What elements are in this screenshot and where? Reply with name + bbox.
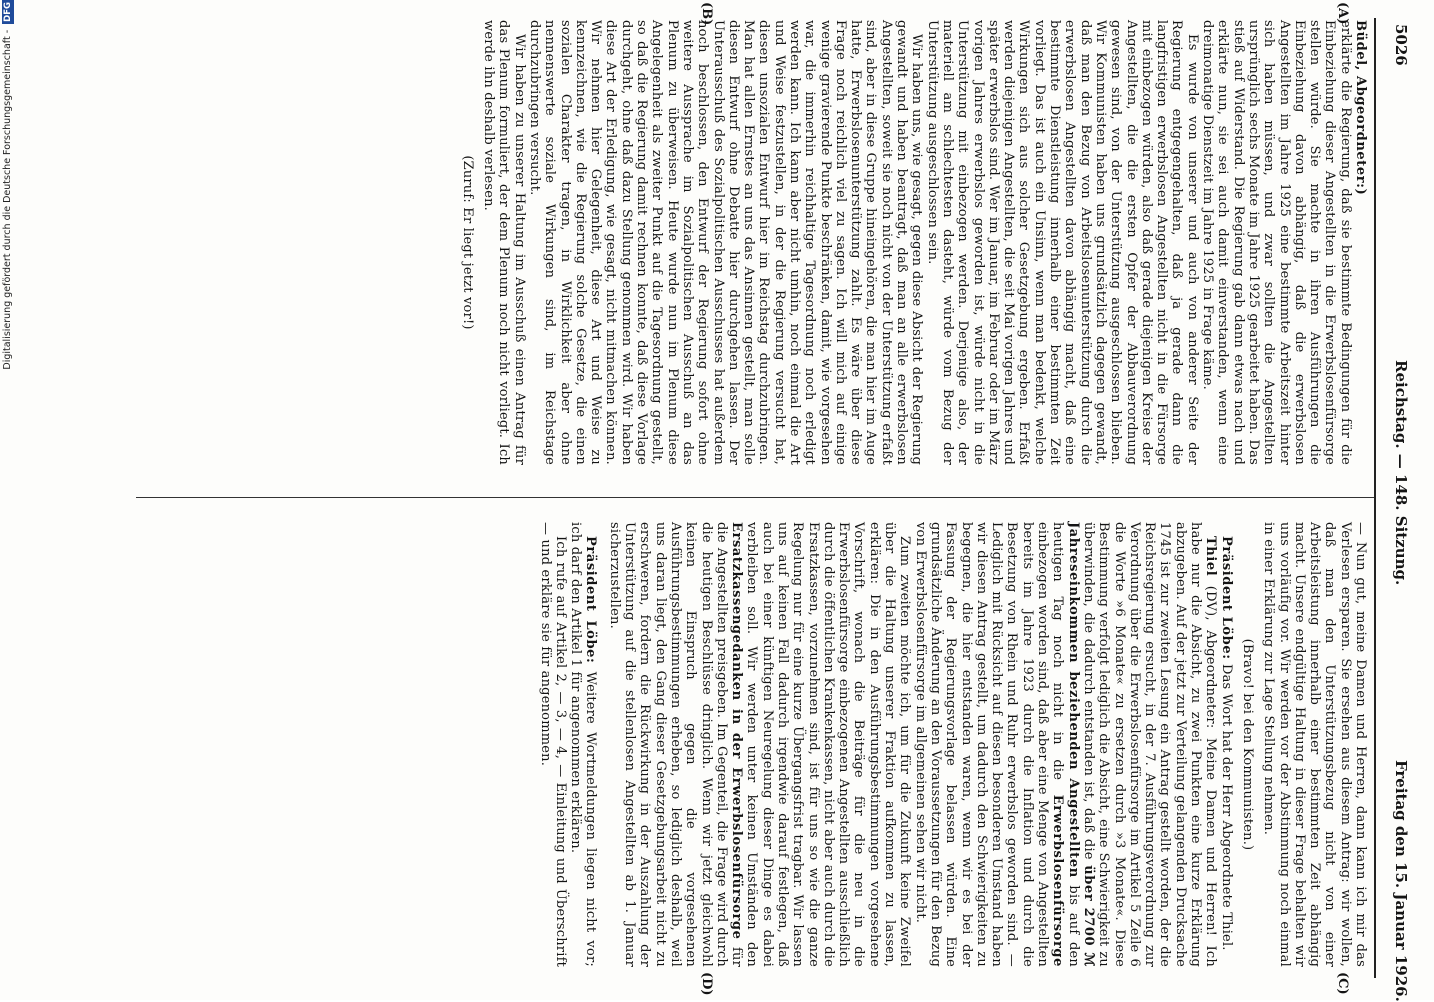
page-header bbox=[1374, 0, 1410, 1000]
margin-marker-c: (C) bbox=[1335, 972, 1350, 995]
president-remark bbox=[1218, 522, 1233, 967]
page-number: 5026 bbox=[1392, 24, 1410, 66]
speaker-name: Präsident Löbe: bbox=[1218, 536, 1234, 660]
applause-note: (Bravo! bei den Kommunisten.) bbox=[1239, 638, 1255, 851]
margin-marker-d: (D) bbox=[699, 972, 714, 996]
emphasis-text: Erwerbslosenfürsorge bbox=[1050, 794, 1066, 967]
column-divider bbox=[136, 497, 1374, 498]
speech-text: Zum zweiten möchte ich, um für die Zukunft keine Zweifel über die Haltung unserer Fraktion aufkommen zu lassen, erklären: Die in den Ausführungsbestimmungen vorgesehene Vorschrift, wonach die Beiträge für die neu in die Erwerbslosenfürsorge einbezogenen Angestellten ausschließlich durch die öffentlichen Krankenkassen, nicht aber auch durch die Ersatzkassen, vorzunehmen sind, ist für uns so wie die ganze Regelung nur für eine kurze Übergangsfrist tragbar. Wir lassen uns auf keinen Fall dadurch irgendwie darauf festlegen, daß auch bei einer künftigen Neuregelung dieser Dinge es dabei verbleiben soll. Wir werden unter keinen Umständen den bbox=[744, 522, 913, 967]
header-rule bbox=[1374, 18, 1376, 978]
paragraph: — Nun gut, meine Damen und Herren, dann kann ich mir das Verlesen ersparen. Sie ersehen aus diesem Antrag: wir wollen, daß man den Unterstützungsbezug nicht von einer Arbeitsleistung innerhalb einer bestimmten Zeit abhängig macht. Unsere endgültige Haltung in dieser Frage behalten wir uns vorläufig vor. Wir werden vor der Abstimmung noch einmal in einer Erklärung zur Lage Stellung nehmen. bbox=[1261, 522, 1368, 967]
remark-text: Das Wort hat der Herr Abgeordnete Thiel. bbox=[1218, 663, 1234, 951]
paragraph: erklärte die Regierung, daß sie bestimmte Bedingungen für die Einbeziehung dieser Angestellten in die Erwerbslosenfürsorge stellen würde. Sie machte in ihren Ausführungen die Einbeziehung davon abhängig, daß die erwerbslosen Angestellten im Jahre 1925 eine bestimmte Arbeitszeit hinter sich haben müssen, und zwar sollten die Angestellten ursprünglich sechs Monate im Jahre 1925 gearbeitet haben. Das stieß auf Widerstand. Die Regierung gab dann etwas nach und erklärte nun, sie sei auch damit einverstanden, wenn eine dreimonatige Dienstzeit im Jahre 1925 in Frage käme. bbox=[1200, 20, 1353, 465]
digitization-credit bbox=[0, 0, 22, 1000]
speaker-name: Thiel bbox=[1203, 536, 1219, 577]
remark-text: Weitere Wortmeldungen liegen nicht vor; ich darf den Artikel 1 für angenommen erklären. bbox=[568, 522, 599, 967]
speech-text: einbezogen worden sind, daß aber eine Menge von Angestellten bereits im Jahre 1923 durch die Inflation und durch die Besetzung von Rhein und Ruhr erwerbslos geworden sind. — Lediglich mit Rücksicht auf diesen besonderen Umstand haben wir diesen Antrag gestellt, um dadurch den Schwierigkeiten zu begegnen, die hier entstanden waren, wenn wir es bei der Fassung der Regierungsvorlage belassen würden. Eine grundsätzliche Änderung an den Voraussetzungen für den Bezug von Erwerbslosenfürsorge im allgemeinen sehen wir nicht. bbox=[912, 522, 1051, 967]
left-column bbox=[453, 20, 1368, 465]
president-remark bbox=[568, 522, 599, 967]
emphasis-text: über 2700 ℳ Jahreseinkommen beziehenden Angestellten bbox=[1065, 522, 1096, 967]
speaker-line: Büdel, Abgeordneter:) bbox=[1353, 20, 1368, 196]
paragraph: Es wurde von unserer und auch von anderer Seite der Regierung entgegengehalten, daß ja gerade dann die langfristigen erwerbslosen Angestellten nicht in die Fürsorge mit einbezogen würden, also daß gerade diejenigen Kreise der Angestellten, die die ersten Opfer der Abbauverordnung gewesen sind, von der Unterstützung ausgeschlossen blieben. Wir Kommunisten haben uns grundsätzlich dagegen gewandt, daß man den Bezug von Arbeitslosenunterstützung durch die erwerbslosen Angestellten davon abhängig macht, daß eine bestimmte Dienstleistung innerhalb einer bestimmten Zeit vorliegt. Das ist auch ein Unsinn, wenn man bedenkt, welche Wirkungen sich aus solcher Gesetzgebung ergeben. Erfaßt werden diejenigen Angestellten, die seit Mai vorigen Jahres und später erwerbslos sind. Wer im Januar, im Februar oder im März vorigen Jahres erwerbslos geworden ist, würde nicht in die Unterstützung mit einbezogen werden. Derjenige also, der materiell am schlechtesten dasteht, würde vom Bezug der Unterstützung ausgeschlossen sein. bbox=[924, 20, 1200, 465]
publication-title: Reichstag. — 148. Sitzung. bbox=[1392, 360, 1410, 586]
margin-marker-a: (A) bbox=[1335, 2, 1350, 25]
paragraph: Wir haben zu unserer Haltung im Ausschuß einen Antrag für das Plenum formuliert, der dem Plenum noch nicht vorliegt. Ich werde ihn deshalb verlesen. bbox=[481, 20, 527, 465]
dfg-logo: DFG bbox=[3, 2, 13, 22]
margin-marker-b: (B) bbox=[699, 2, 714, 26]
speaker-name: Präsident Löbe: bbox=[583, 536, 599, 664]
speech-paragraph bbox=[912, 522, 1218, 967]
right-column bbox=[537, 522, 1368, 967]
emphasis-text: Ersatzkassengedanken in der Erwerbslosenfürsorge bbox=[729, 522, 745, 940]
session-date: Freitag den 15. Januar 1926. bbox=[1392, 760, 1410, 1002]
speech-text: (DV), Abgeordneter: Meine Damen und Herren! Ich habe nur die Absicht, zu zwei Punkten eine kurze Erklärung abzugeben. Auf der jetzt zur Verteilung gelangenden Drucksache 1745 ist zur zweiten Lesung ein Antrag gestellt worden, der die Reichsregierung ersucht, in der 7. Ausführungsverordnung zur Verordnung über die Erwerbslosenfürsorge im Artikel 5 Zeile 6 die Worte »6 Monate« zu ersetzen durch »3 Monate«. Diese Bestimmung verfolgt lediglich die Absicht, eine Schwierigkeit zu überwinden, die dadurch entstanden ist, daß die bbox=[1080, 522, 1219, 967]
speech-paragraph bbox=[606, 522, 912, 967]
credit-text: Digitalisierung gefördert durch die Deutsche Forschungsgemeinschaft - bbox=[2, 29, 13, 370]
interjection: (Zuruf: Er liegt jetzt vor!) bbox=[459, 155, 475, 330]
speech-text: bis auf den heutigen Tag noch nicht in die bbox=[1050, 522, 1081, 967]
speech-text: für die Angestellten preisgeben. Im Gegenteil, die Frage wird durch die heutigen Beschlüsse dringlich. Wenn wir jetzt gleichwohl keinen Einspruch gegen die vorgesehenen Ausführungsbestimmungen erheben, so lediglich deshalb, weil uns daran liegt, den Gang dieser Gesetzgebungsarbeit nicht zu erschweren, fordern die Rückwirkung in der Auszahlung der Unterstützung auf die stellenlosen Angestellten ab 1. Januar sicherzustellen. bbox=[606, 522, 745, 967]
paragraph: Wir haben uns, wie gesagt, gegen diese Absicht der Regierung gewandt und haben beantragt, daß man an alle erwerbslosen Angestellten, soweit sie noch nicht von der Unterstützung erfaßt sind, aber in diese Gruppe hineingehören, die man hier im Auge hatte, Erwerbslosenunterstützung zahlt. Es wäre über diese Frage noch reichlich viel zu sagen. Ich will mich auf einige wenige gravierende Punkte beschränken, damit, wie vorgesehen war, die immerhin reichhaltige Tagesordnung noch erledigt werden kann. Ich kann aber nicht umhin, noch einmal die Art und Weise festzustellen, in der die Regierung versucht hat, diesen unsozialen Entwurf hier im Reichstag durchzubringen. Man hat allen Ernstes an uns das Ansinnen gestellt, man solle diesen Entwurf ohne Debatte hier durchgehen lassen. Der Unterausschuß des Sozialpolitischen Ausschusses hat außerdem noch beschlossen, den Entwurf der Regierung sofort ohne weitere Aussprache im Sozialpolitischen Ausschuß an das Plenum zu überweisen. Heute wurde nun im Plenum diese Angelegenheit als zweiter Punkt auf die Tagesordnung gestellt, so daß die Regierung damit rechnen konnte, daß diese Vorlage durchgeht, ohne daß dazu Stellung genommen wird. Wir haben diese Art der Erledigung, wie gesagt, nicht mitmachen können. Wir nehmen hier Gelegenheit, diese Art und Weise zu kennzeichnen, wie die Regierung solche Gesetze, die einen sozialen Charakter tragen, in Wirklichkeit aber ohne nennenswerte soziale Wirkungen sind, im Reichstage durchzubringen versucht. bbox=[526, 20, 925, 465]
paragraph: Ich rufe auf Artikel 2, — 3, — 4, — Einleitung und Überschrift — und erkläre sie für angenommen. bbox=[537, 522, 568, 967]
